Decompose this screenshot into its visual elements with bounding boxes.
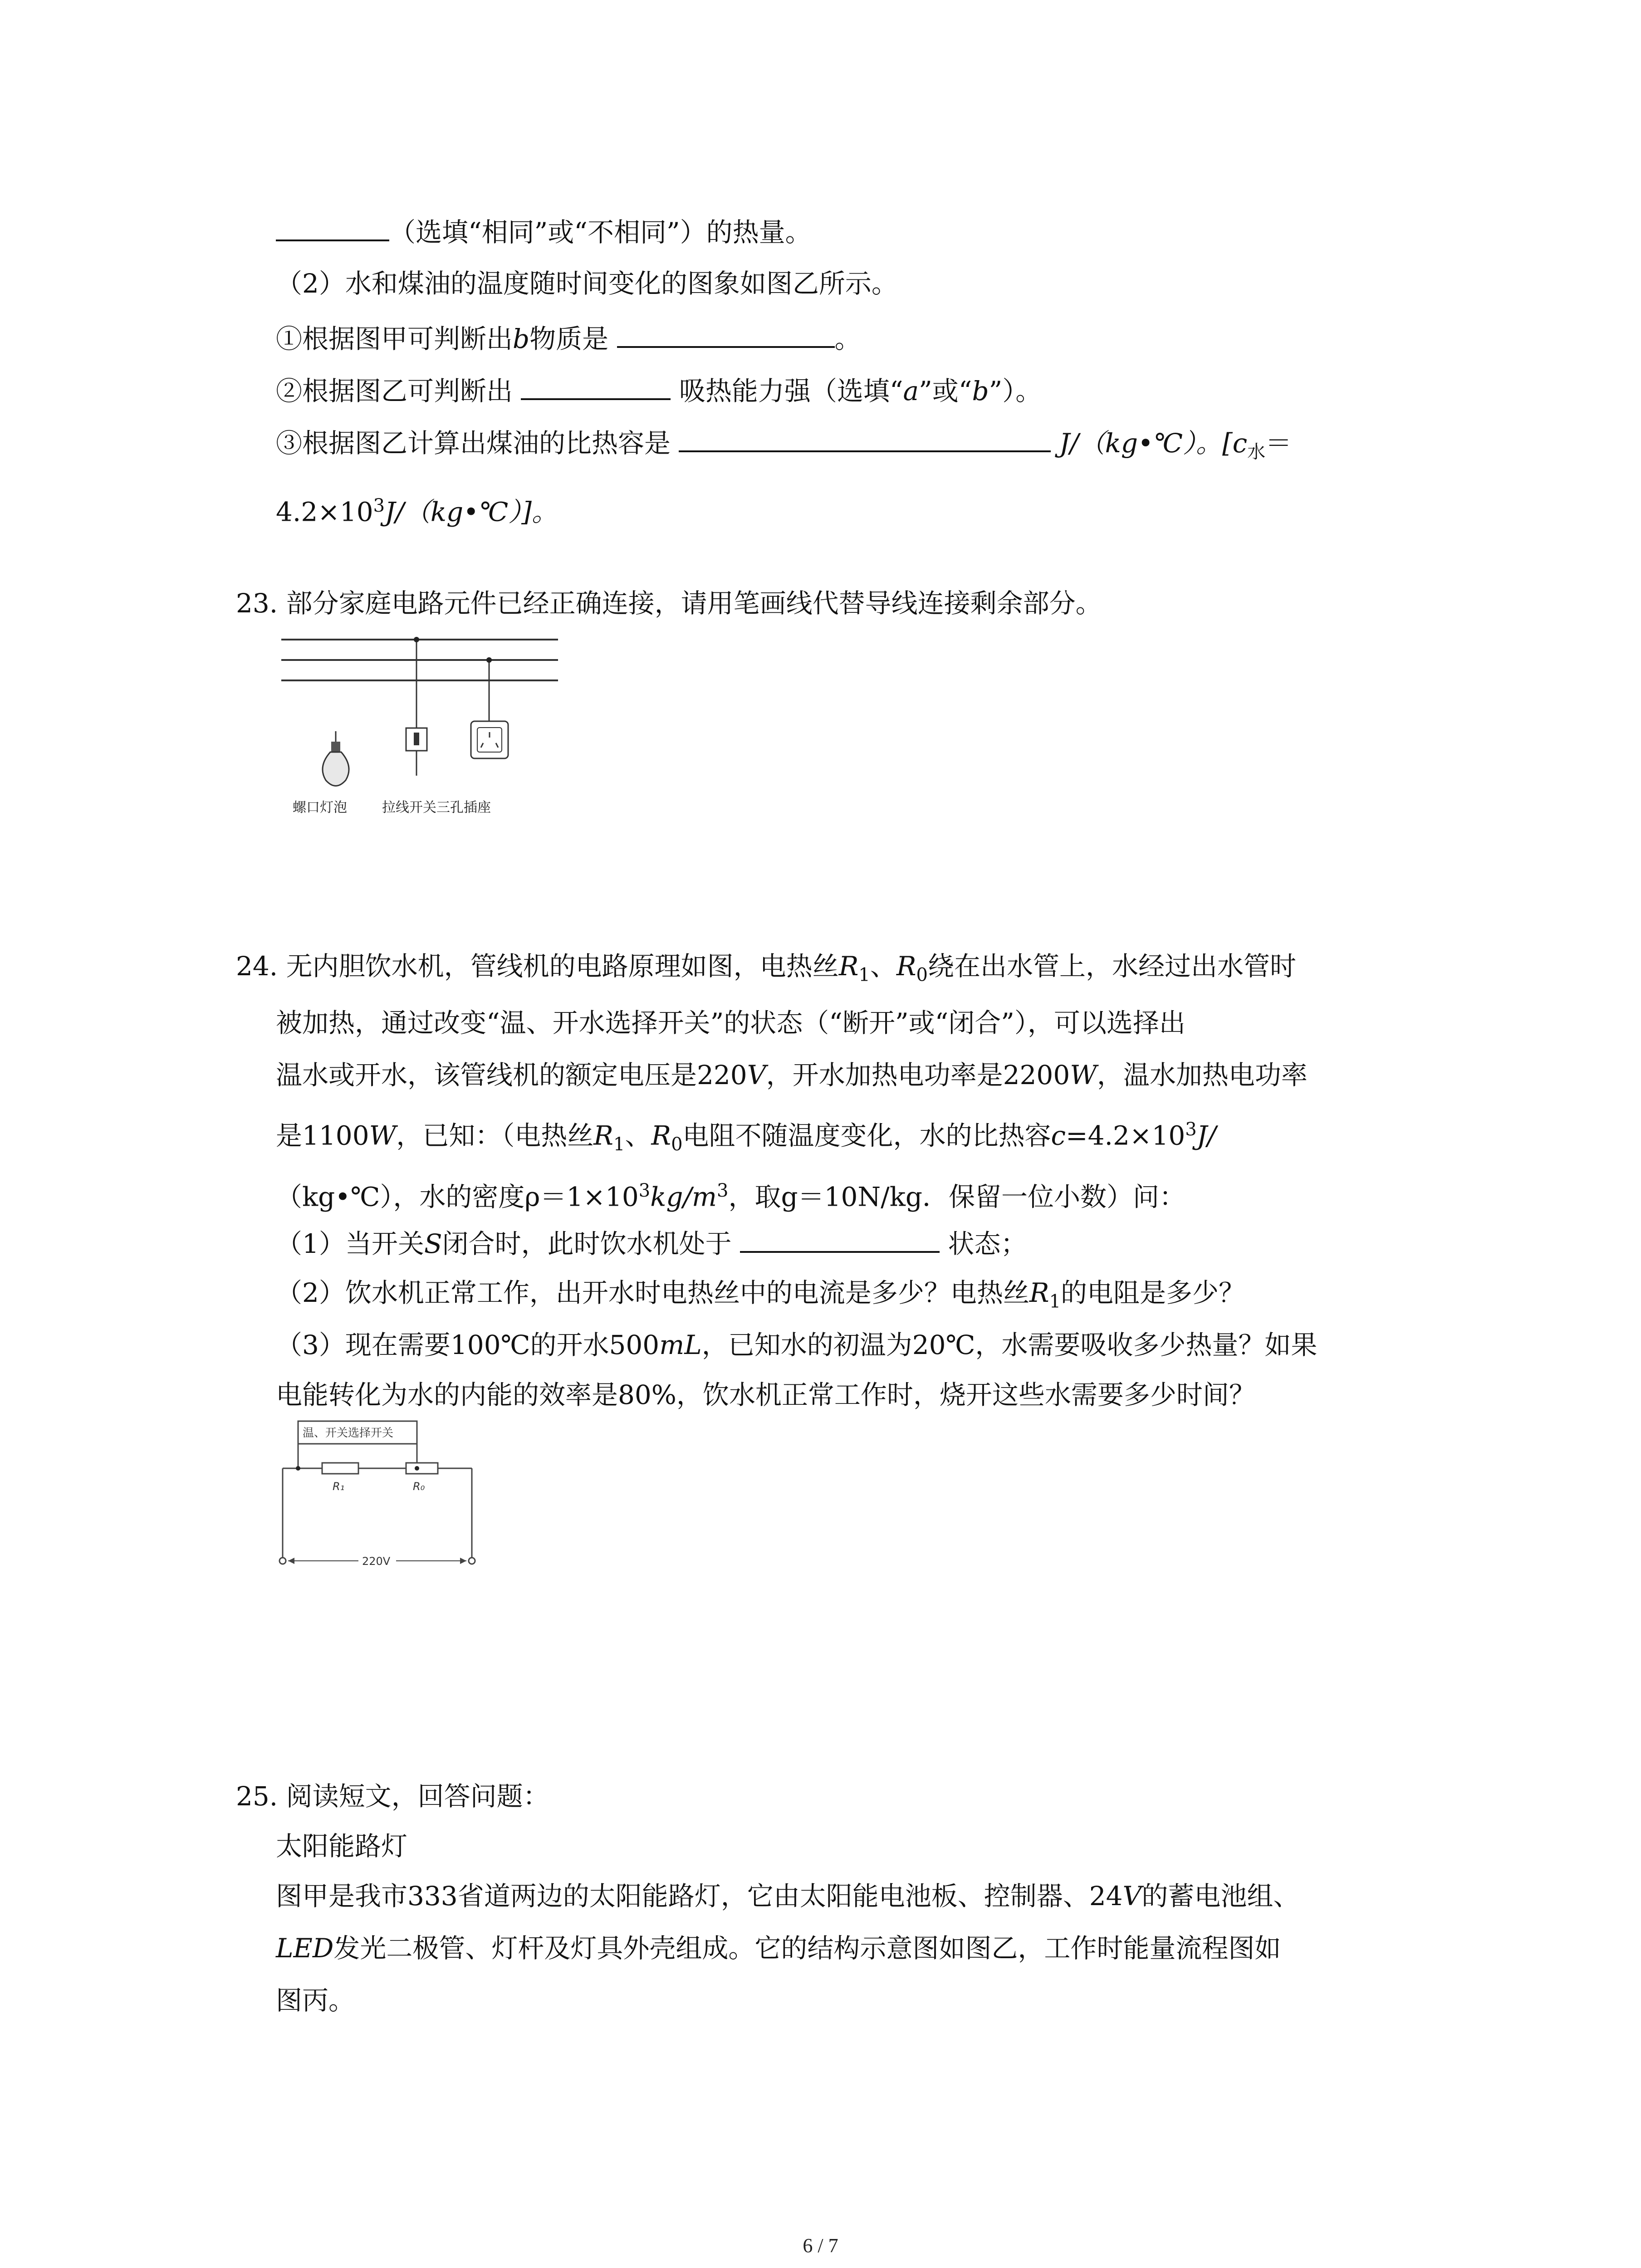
terminal (279, 1558, 286, 1564)
household-circuit-figure (272, 631, 563, 821)
junction-dot (414, 637, 419, 642)
voltage-label: 220V (362, 1555, 391, 1568)
socket-face (477, 728, 502, 752)
q24-line-3: 温水或开水，该管线机的额定电压是220V，开水加热电功率是2200W，温水加热电功率 (276, 1060, 1308, 1090)
q22-line-6: $4.2\times 10^3J/(kg•℃)$]。 (276, 495, 558, 528)
socket-hole (496, 743, 498, 748)
q24-line-2: 被加热，通过改变“温、开水选择开关”的状态（“断开”或“闭合”），可以选择出 (276, 1007, 1185, 1038)
answer-blank[interactable] (617, 320, 835, 348)
answer-blank[interactable] (521, 372, 671, 400)
q24-line-4: 是1100W，已知：（电热丝$R_1$、$R_0$电阻不随温度变化，水的比热容$c=4.2\times 10^3J/$ (276, 1119, 1216, 1155)
q22-line-3: ①根据图甲可判断出b物质是 。 (276, 320, 861, 357)
q22-line-1: （选填“相同”或“不相同”）的热量。 (276, 213, 812, 250)
terminal (469, 1558, 475, 1564)
junction-dot (486, 657, 492, 663)
q25-line-4: LED发光二极管、灯杆及灯具外壳组成。它的结构示意图如图乙，工作时能量流程图如 (276, 1933, 1281, 1964)
q25-line-3: 图甲是我市333省道两边的太阳能路灯，它由太阳能电池板、控制器、24V的蓄电池组、 (276, 1881, 1300, 1911)
resistor-r1 (322, 1463, 358, 1474)
resistor-r0 (406, 1463, 438, 1474)
answer-blank[interactable] (740, 1225, 940, 1253)
q25-line-2: 太阳能路灯 (276, 1831, 408, 1862)
q24-line-7: （2）饮水机正常工作，出开水时电热丝中的电流是多少？电热丝$R_1$的电阻是多少？ (276, 1277, 1245, 1312)
q22-line-4: ②根据图乙可判断出 吸热能力强（选填“a”或“b”）。 (276, 372, 1042, 409)
r0-label: R₀ (413, 1480, 425, 1493)
junction-dot (296, 1466, 300, 1471)
q25-line-5: 图丙。 (276, 1985, 355, 2016)
junction-dot (415, 1466, 419, 1471)
switch-lever (414, 733, 419, 745)
q24-line-8: （3）现在需要100℃的开水500mL，已知水的初温为20℃，水需要吸收多少热量？如果 (276, 1330, 1318, 1360)
answer-blank[interactable] (679, 424, 1051, 452)
answer-blank[interactable] (276, 213, 389, 241)
q24-line-5: （kg•℃），水的密度$\rho=1\times 10^3kg/m^3$，取g＝10N/kg．保留一位小数）问： (276, 1180, 1185, 1212)
q22-line-2: （2）水和煤油的温度随时间变化的图象如图乙所示。 (276, 268, 898, 299)
water-dispenser-circuit-figure (274, 1418, 492, 1572)
bulb-screw-base (331, 742, 340, 752)
q24-line-6: （1）当开关S闭合时，此时饮水机处于 状态； (276, 1225, 1027, 1262)
bulb-label: 螺口灯泡 (293, 800, 347, 816)
bulb-glass (323, 752, 349, 786)
selector-switch-label: 温、开关选择开关 (303, 1426, 394, 1439)
q24-line-1: 24. 无内胆饮水机，管线机的电路原理如图，电热丝$R_1$、$R_0$绕在出水管上，水经过出水管时 (236, 951, 1296, 986)
q24-line-9: 电能转化为水的内能的效率是80%，饮水机正常工作时，烧开这些水需要多少时间？ (276, 1379, 1255, 1410)
q25-line-1: 25. 阅读短文，回答问题： (236, 1781, 549, 1812)
r1-label: R₁ (333, 1480, 345, 1493)
switch-socket-label: 拉线开关三孔插座 (382, 800, 491, 816)
arrow-head (288, 1558, 294, 1564)
q23-text: 23. 部分家庭电路元件已经正确连接，请用笔画线代替导线连接剩余部分。 (236, 588, 1102, 619)
socket-hole (481, 743, 483, 748)
arrow-head (460, 1558, 466, 1564)
q22-line-5: ③根据图乙计算出煤油的比热容是 J/（kg•℃）。[$c_水=$ (276, 424, 1292, 470)
three-hole-socket (471, 721, 508, 758)
page-number: 6 / 7 (803, 2234, 838, 2257)
